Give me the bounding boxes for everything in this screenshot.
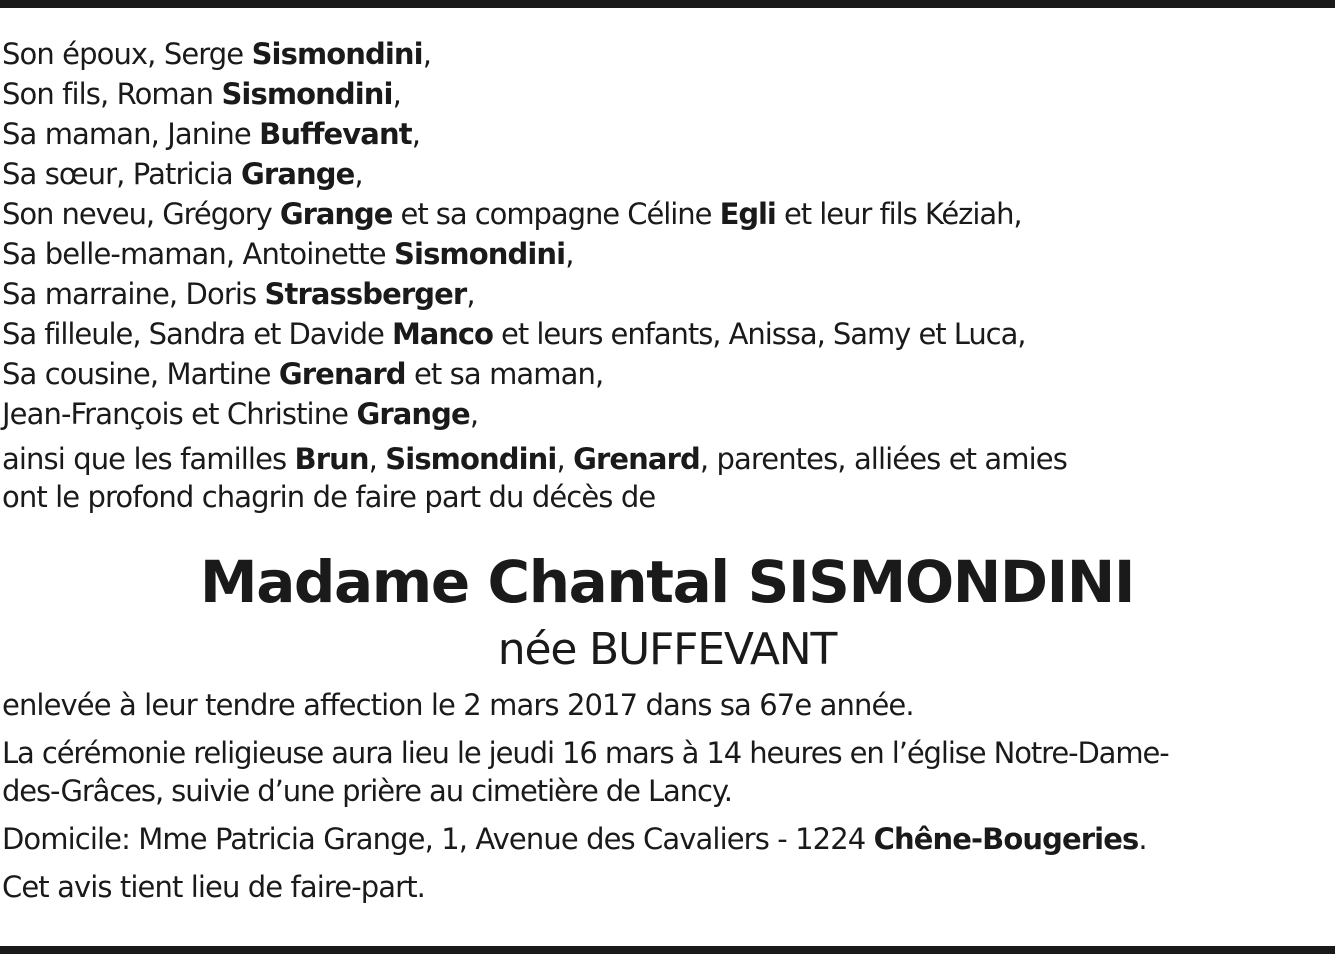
families-line: ainsi que les familles Brun, Sismondini, Grenard, parentes, alliées et amies bbox=[2, 442, 1067, 476]
maiden-name: née BUFFEVANT bbox=[497, 624, 837, 675]
family-name: Sismondini bbox=[221, 77, 393, 111]
domicile-paragraph bbox=[2, 820, 1332, 858]
bottom-rule bbox=[0, 946, 1335, 954]
top-rule bbox=[0, 0, 1335, 8]
family-name: Sismondini bbox=[385, 442, 557, 476]
family-name: Grenard bbox=[573, 442, 700, 476]
deceased-name: Madame Chantal SISMONDINI bbox=[199, 548, 1135, 616]
family-name: Manco bbox=[391, 317, 493, 351]
domicile-line: Domicile: Mme Patricia Grange, 1, Avenue des Cavaliers - 1224 Chêne-Bougeries. bbox=[2, 822, 1147, 856]
death-notice: enlevée à leur tendre affection le 2 mars 2017 dans sa 67e année. bbox=[2, 688, 914, 722]
family-name: Brun bbox=[294, 442, 369, 476]
ceremony-paragraph bbox=[2, 734, 1332, 810]
family-name: Sismondini bbox=[394, 237, 566, 271]
mourners-list bbox=[2, 34, 1332, 434]
death-notice-paragraph bbox=[2, 686, 1332, 724]
family-name: Egli bbox=[719, 197, 776, 231]
family-name: Grenard bbox=[278, 357, 406, 391]
mourner-line: Sa marraine, Doris Strassberger, bbox=[2, 277, 475, 311]
families-paragraph bbox=[2, 440, 1332, 516]
family-name: Grange bbox=[356, 397, 470, 431]
mourner-line: Sa sœur, Patricia Grange, bbox=[2, 157, 363, 191]
mourner-line: Son neveu, Grégory Grange et sa compagne Céline Egli et leur fils Kéziah, bbox=[2, 197, 1022, 231]
ceremony-line: des-Grâces, suivie d’une prière au cimetière de Lancy. bbox=[2, 774, 732, 808]
mourner-line: Son fils, Roman Sismondini, bbox=[2, 77, 401, 111]
announcement-line: ont le profond chagrin de faire part du décès de bbox=[2, 480, 656, 514]
mourner-line: Sa belle-maman, Antoinette Sismondini, bbox=[2, 237, 574, 271]
mourner-line: Jean-François et Christine Grange, bbox=[2, 397, 479, 431]
closing-paragraph bbox=[2, 868, 1332, 906]
mourner-line: Sa cousine, Martine Grenard et sa maman, bbox=[2, 357, 604, 391]
family-name: Grange bbox=[241, 157, 355, 191]
obituary-notice bbox=[2, 34, 1332, 906]
mourner-line: Sa maman, Janine Buffevant, bbox=[2, 117, 421, 151]
family-name: Sismondini bbox=[251, 37, 423, 71]
mourner-line: Sa filleule, Sandra et Davide Manco et leurs enfants, Anissa, Samy et Luca, bbox=[2, 317, 1026, 351]
mourner-line: Son époux, Serge Sismondini, bbox=[2, 37, 432, 71]
family-name: Strassberger bbox=[264, 277, 467, 311]
town-name: Chêne-Bougeries bbox=[873, 822, 1139, 856]
family-name: Buffevant bbox=[259, 117, 412, 151]
ceremony-line: La cérémonie religieuse aura lieu le jeudi 16 mars à 14 heures en l’église Notre-Dame- bbox=[2, 736, 1169, 770]
closing-line: Cet avis tient lieu de faire-part. bbox=[2, 870, 425, 904]
family-name: Grange bbox=[279, 197, 393, 231]
